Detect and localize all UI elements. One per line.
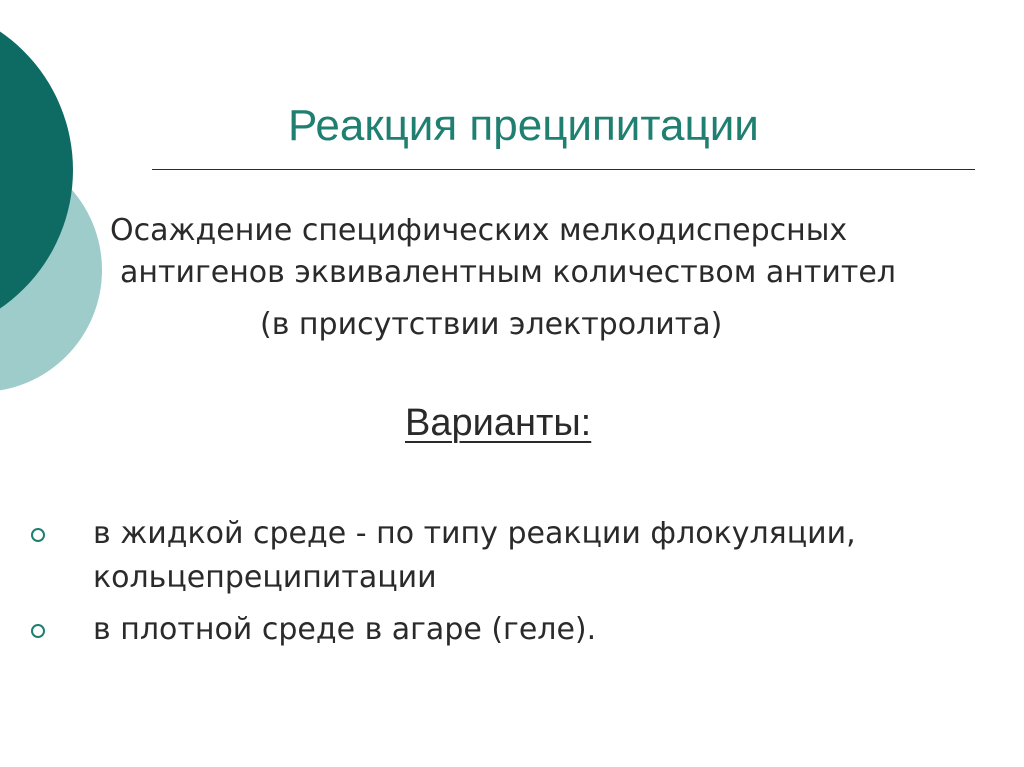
list-item [0, 608, 1024, 652]
variants-heading: Варианты: [405, 402, 592, 444]
hollow-circle-bullet-icon [31, 528, 45, 542]
definition-line-2: антигенов эквивалентным количеством антител [120, 255, 896, 290]
list-item-line: в плотной среде в агаре (геле). [93, 612, 597, 647]
definition-line-1: Осаждение специфических мелкодисперсных [110, 213, 848, 248]
variants-list [0, 512, 1024, 660]
title-divider [152, 169, 975, 170]
hollow-circle-bullet-icon [31, 624, 45, 638]
slide-title: Реакция преципитации [288, 101, 759, 150]
list-item-line: кольцепреципитации [93, 560, 437, 595]
list-item [0, 512, 1024, 600]
definition-text [110, 210, 990, 346]
definition-line-3: (в присутствии электролита) [260, 307, 723, 342]
list-item-line: в жидкой среде - по типу реакции флокуляции, [93, 516, 856, 551]
